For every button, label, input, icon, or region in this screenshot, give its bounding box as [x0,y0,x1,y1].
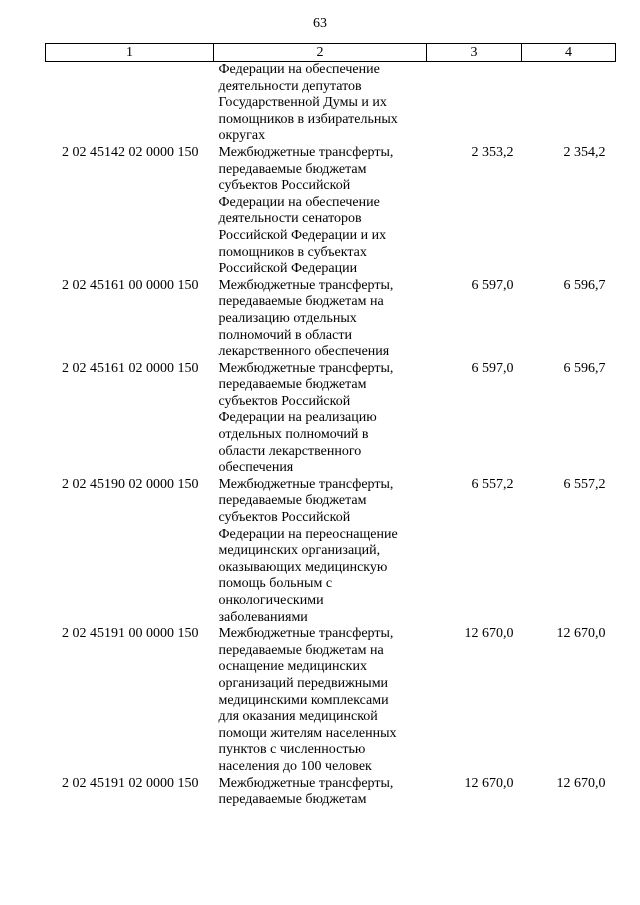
description-line: субъектов Российской [218,178,351,194]
description-line: передаваемые бюджетам [218,377,367,393]
header-col-3: 3 [427,44,522,62]
amount-col-3: 2 353,2 [471,144,514,160]
description-line: Межбюджетные трансферты, [218,476,394,492]
description-line: Федерации на реализацию [218,410,377,426]
amount-col-4 [522,62,616,145]
amount-col-3: 12 670,0 [464,626,514,642]
table-row [46,278,616,361]
table-row [46,361,616,477]
description-line: Межбюджетные трансферты, [218,626,394,642]
description-line: населения до 100 человек [218,758,372,774]
amount-col-3: 12 670,0 [464,775,514,791]
description-line: реализацию отдельных [218,310,357,326]
amount-col-3: 6 597,0 [471,277,514,293]
description-line: округах [218,128,266,144]
budget-code: 2 02 45161 00 0000 150 [62,277,199,293]
description-cell [214,278,427,361]
description-cell [214,776,427,809]
budget-code: 2 02 45191 00 0000 150 [62,626,199,642]
description-line: Российской Федерации [218,261,358,277]
amount-col-4: 12 670,0 [556,626,606,642]
description-line: субъектов Российской [218,393,351,409]
description-line: пунктов с численностью [218,742,366,758]
description-cell [214,62,427,145]
description-line: онкологическими [218,593,324,608]
description-line: Федерации на обеспечение [218,194,380,210]
table-body [46,62,616,809]
description-line: передаваемые бюджетам [218,792,367,808]
page-number: 63 [313,16,327,31]
header-col-4: 4 [522,44,616,62]
budget-code [46,62,214,145]
header-row [46,44,616,62]
header-col-2: 2 [214,44,427,62]
description-line: лекарственного обеспечения [218,344,390,360]
description-line: Межбюджетные трансферты, [218,775,394,791]
description-cell [214,145,427,278]
description-line: полномочий в области [218,327,352,343]
description-line: организаций передвижными [218,675,389,691]
description-line: Межбюджетные трансферты, [218,360,394,376]
description-line: передаваемые бюджетам [218,493,367,509]
description-line: передаваемые бюджетам на [218,294,384,310]
amount-col-4: 12 670,0 [556,775,606,791]
description-line: передаваемые бюджетам на [218,642,384,658]
description-line: обеспечения [218,460,294,476]
description-line: заболеваниями [218,609,308,625]
description-line: Государственной Думы и их [218,95,387,111]
header-col-1: 1 [46,44,214,62]
description-line: медицинскими комплексами [218,692,389,708]
table-row [46,626,616,775]
amount-col-3: 6 597,0 [471,360,514,376]
description-line: для оказания медицинской [218,709,378,725]
description-cell [214,626,427,775]
description-line: деятельности депутатов [218,78,362,94]
description-line: медицинских организаций, [218,543,381,559]
description-line: Российской Федерации и их [218,227,387,243]
description-line: области лекарственного [218,443,362,459]
description-line: помощи жителям населенных [218,725,397,741]
description-line: передаваемые бюджетам [218,161,367,177]
description-line: Межбюджетные трансферты, [218,277,394,293]
description-line: деятельности сенаторов [218,211,362,227]
table-row [46,145,616,278]
description-cell [214,361,427,477]
budget-table [45,43,616,809]
description-line: помощь больным с [218,576,333,592]
description-line: помощников в избирательных [218,111,398,127]
amount-col-3: 6 557,2 [471,476,514,492]
description-line: Федерации на переоснащение [218,526,398,542]
description-line: оказывающих медицинскую [218,559,388,575]
budget-code: 2 02 45142 02 0000 150 [62,144,199,160]
amount-col-4: 6 557,2 [563,476,606,492]
description-line: помощников в субъектах [218,244,367,260]
description-line: отдельных полномочий в [218,427,369,443]
amount-col-4: 2 354,2 [563,144,606,160]
amount-col-4: 6 596,7 [563,360,606,376]
table-row [46,477,616,626]
table-header [46,44,616,62]
budget-code: 2 02 45191 02 0000 150 [62,775,199,791]
budget-code: 2 02 45190 02 0000 150 [62,476,199,492]
description-line: субъектов Российской [218,510,351,526]
description-line: оснащение медицинских [218,659,367,675]
amount-col-4: 6 596,7 [563,277,606,293]
table-row [46,776,616,809]
description-line: Федерации на обеспечение [218,62,380,77]
amount-col-3 [427,62,522,145]
description-line: Межбюджетные трансферты, [218,144,394,160]
table-row [46,62,616,145]
budget-code: 2 02 45161 02 0000 150 [62,360,199,376]
description-cell [214,477,427,626]
